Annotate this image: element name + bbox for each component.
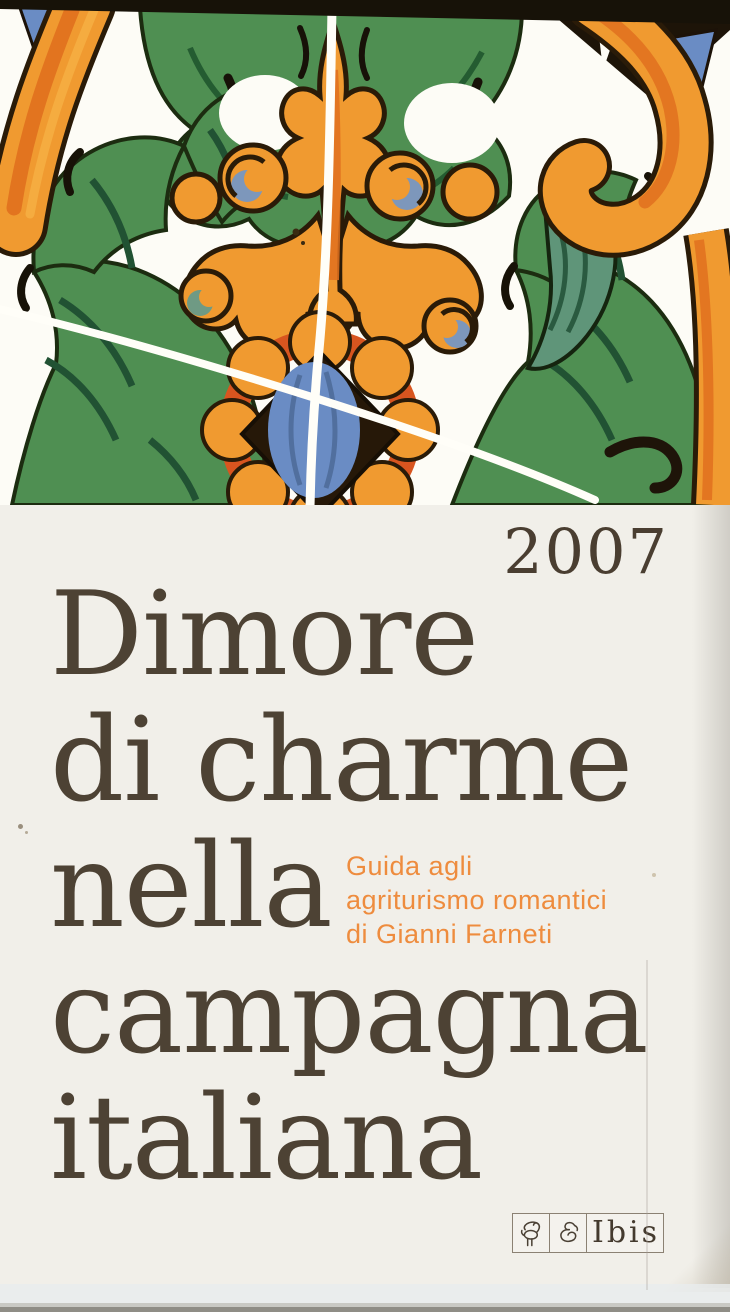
scan-bottom-band	[0, 1284, 730, 1304]
subtitle-line-3: di Gianni Farneti	[346, 919, 553, 949]
title-line-2: di charme	[50, 693, 633, 828]
scan-edge-shade	[692, 505, 730, 1288]
ibis-bird-icon	[512, 1213, 550, 1253]
subtitle-line-2: agriturismo romantici	[346, 885, 608, 915]
title-line-4: campagna	[50, 945, 648, 1080]
tile-white-spandrel-right	[404, 83, 500, 163]
dust-speck	[25, 831, 28, 834]
cover-crease	[646, 960, 648, 1290]
edition-year: 2007	[503, 515, 669, 588]
title-line-1: Dimore	[50, 567, 479, 702]
title-line-3: nella	[50, 819, 332, 954]
dust-speck	[18, 824, 23, 829]
dust-speck	[652, 873, 656, 877]
publisher-name: Ibis	[586, 1213, 664, 1253]
title-line-5: italiana	[50, 1071, 483, 1206]
scan-corner-shade	[660, 1222, 730, 1292]
tile-right-edge-band	[699, 232, 717, 505]
hieroglyph-icon	[549, 1213, 587, 1253]
book-subtitle	[346, 849, 607, 951]
subtitle-line-1: Guida agli	[346, 851, 473, 881]
majolica-tile-artwork	[0, 0, 730, 505]
publisher-logo	[512, 1213, 664, 1253]
scan-bottom-edge	[0, 1307, 730, 1312]
